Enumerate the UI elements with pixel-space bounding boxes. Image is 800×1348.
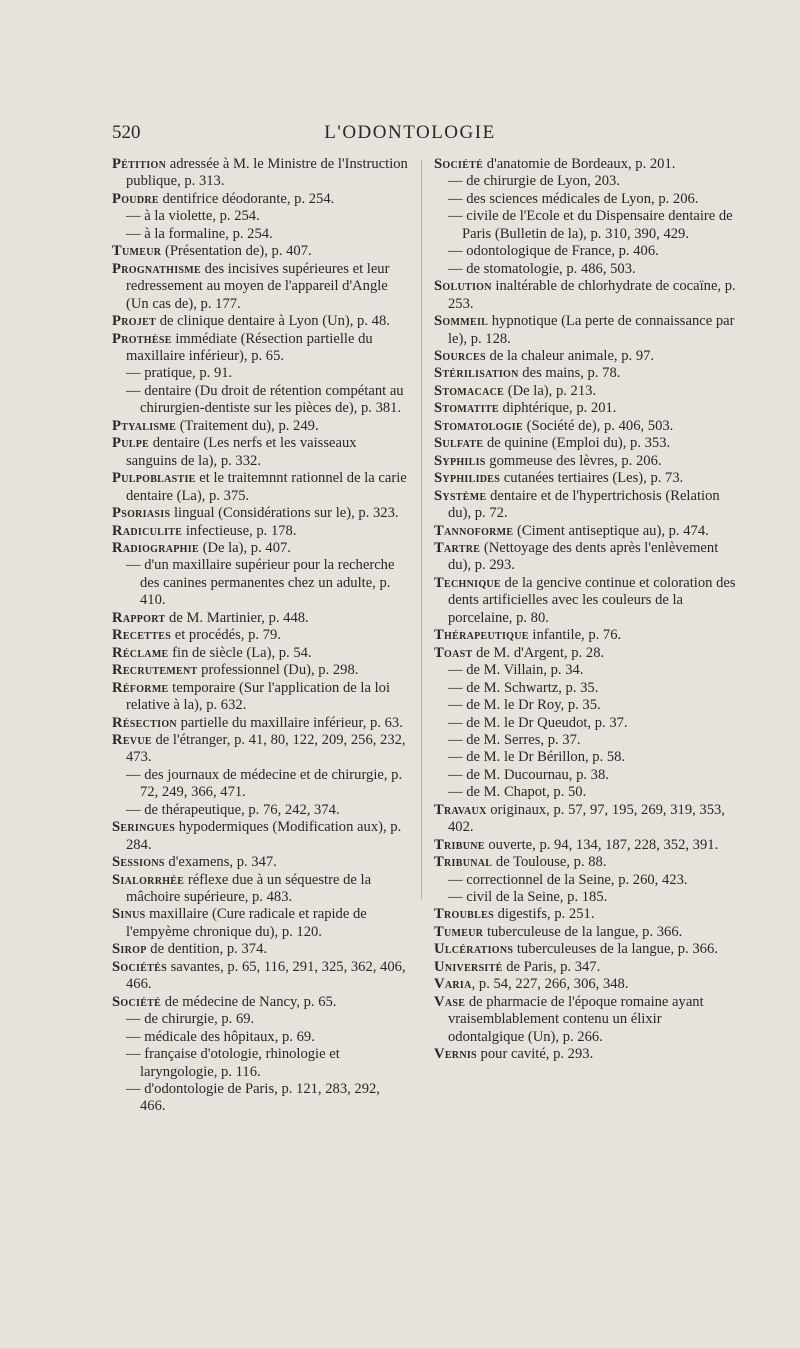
- index-entry-heading: Thérapeutique: [434, 627, 529, 644]
- index-entry: [112, 331, 408, 366]
- index-entry: [112, 941, 408, 958]
- index-entry-heading: Stomatite: [434, 400, 499, 417]
- index-entry-heading: Réforme: [112, 679, 169, 696]
- index-entry-text: de dentition, p. 374.: [146, 941, 268, 958]
- index-entry-text: immédiate (Résection partielle du maxillaire inférieur), p. 65.: [126, 330, 373, 364]
- index-entry: [112, 645, 408, 662]
- index-entry-heading: Sociétés: [112, 958, 167, 975]
- index-entry-heading: Vernis: [434, 1046, 477, 1063]
- index-entry-text: de quinine (Emploi du), p. 353.: [483, 435, 671, 452]
- index-entry-heading: Varia: [434, 976, 472, 993]
- index-entry: [434, 715, 736, 732]
- index-entry-text: savantes, p. 65, 116, 291, 325, 362, 406, 466.: [126, 958, 406, 993]
- index-entry: [112, 802, 408, 819]
- index-entry: [434, 872, 736, 889]
- index-entry: [434, 540, 736, 575]
- index-entry-text: (Traitement du), p. 249.: [176, 417, 319, 434]
- index-entry-text: tuberculeuses de la langue, p. 366.: [513, 941, 718, 958]
- index-entry-text: — dentaire (Du droit de rétention compétant au chirurgien-dentiste sur les pièces de), p. 381.: [126, 382, 404, 417]
- index-entry-text: de la gencive continue et coloration des dents artificielles avec les couleurs de la porcelaine, p. 80.: [448, 574, 736, 626]
- index-entry-heading: Recrutement: [112, 662, 198, 679]
- index-entry: [112, 662, 408, 679]
- index-entry: [112, 156, 408, 191]
- index-entry: [112, 191, 408, 208]
- index-entry-heading: Syphilides: [434, 470, 501, 487]
- index-entry-text: partielle du maxillaire inférieur, p. 63.: [176, 714, 403, 731]
- index-entry: [112, 226, 408, 243]
- index-entry: [112, 872, 408, 907]
- index-entry: [434, 767, 736, 784]
- index-entry: [434, 976, 736, 993]
- index-entry: [112, 767, 408, 802]
- index-entry-text: maxillaire (Cure radicale et rapide de l'empyème chronique du), p. 120.: [126, 906, 367, 940]
- index-entry-heading: Pétition: [112, 156, 167, 172]
- index-entry-text: et procédés, p. 79.: [171, 627, 281, 644]
- index-entry-text: — de stomatologie, p. 486, 503.: [448, 260, 636, 277]
- index-entry: [434, 732, 736, 749]
- index-entry: [434, 837, 736, 854]
- index-entry-text: — des sciences médicales de Lyon, p. 206.: [448, 190, 699, 207]
- index-entry-text: — de M. Chapot, p. 50.: [448, 784, 587, 801]
- index-entry-heading: Tribune: [434, 836, 485, 853]
- index-entry-text: — d'odontologie de Paris, p. 121, 283, 292, 466.: [126, 1081, 380, 1115]
- index-entry-text: — française d'otologie, rhinologie et laryngologie, p. 116.: [126, 1046, 340, 1080]
- index-entry-text: diphtérique, p. 201.: [498, 400, 617, 417]
- index-entry-heading: Rapport: [112, 609, 166, 626]
- running-title: L'ODONTOLOGIE: [324, 122, 496, 143]
- index-entry-text: de clinique dentaire à Lyon (Un), p. 48.: [156, 313, 390, 330]
- index-entry: [434, 959, 736, 976]
- index-entry-text: — de chirurgie de Lyon, 203.: [448, 173, 620, 190]
- index-entry-text: des incisives supérieures et leur redressement au moyen de l'appareil d'Angle (Un cas de), p. 177.: [126, 260, 390, 312]
- index-entry: [112, 470, 408, 505]
- index-entry-text: de la chaleur animale, p. 97.: [485, 347, 655, 364]
- index-entry: [112, 208, 408, 225]
- index-entry-text: — de M. Villain, p. 34.: [448, 662, 584, 679]
- index-entry-text: hypnotique (La perte de connaissance par le), p. 128.: [448, 313, 735, 347]
- index-entry: [434, 749, 736, 766]
- index-entry-text: ouverte, p. 94, 134, 187, 228, 352, 391.: [484, 836, 719, 853]
- index-column-left: [112, 156, 408, 1116]
- index-entry: [434, 173, 736, 190]
- index-entry: [112, 1081, 408, 1116]
- index-entry: [112, 1046, 408, 1081]
- index-entry: [112, 627, 408, 644]
- index-entry: [434, 488, 736, 523]
- index-entry-heading: Résection: [112, 714, 177, 731]
- index-entry-text: digestifs, p. 251.: [493, 906, 595, 923]
- index-entry-text: — correctionnel de la Seine, p. 260, 423.: [448, 871, 688, 888]
- index-entry-text: originaux, p. 57, 97, 195, 269, 319, 353, 402.: [448, 801, 725, 836]
- index-entry: [434, 470, 736, 487]
- index-entry-text: — médicale des hôpitaux, p. 69.: [126, 1028, 315, 1045]
- index-entry: [434, 575, 736, 627]
- index-entry-text: de Toulouse, p. 88.: [492, 854, 607, 871]
- index-entry-heading: Radiographie: [112, 539, 199, 556]
- index-entry-heading: Sommeil: [434, 313, 489, 330]
- index-entry: [112, 557, 408, 609]
- index-entry-heading: Prothèse: [112, 330, 172, 347]
- index-entry-heading: Tannoforme: [434, 522, 514, 539]
- index-entry-heading: Ptyalisme: [112, 417, 177, 434]
- index-entry-text: lingual (Considérations sur le), p. 323.: [170, 505, 399, 522]
- index-entry: [112, 1029, 408, 1046]
- index-entry-heading: Stérilisation: [434, 365, 519, 382]
- index-entry-text: — de M. Serres, p. 37.: [448, 731, 581, 748]
- index-entry-text: professionnel (Du), p. 298.: [197, 662, 359, 679]
- index-entry: [434, 243, 736, 260]
- index-entry-text: infectieuse, p. 178.: [182, 522, 297, 539]
- index-entry: [434, 418, 736, 435]
- index-entry-text: et le traitemnnt rationnel de la carie dentaire (La), p. 375.: [126, 470, 407, 504]
- index-entry-text: de M. d'Argent, p. 28.: [472, 644, 605, 661]
- index-entry-text: — pratique, p. 91.: [126, 365, 233, 382]
- index-entry: [112, 680, 408, 715]
- index-entry-text: — de M. le Dr Queudot, p. 37.: [448, 714, 628, 731]
- index-entry-heading: Sulfate: [434, 435, 484, 452]
- index-entry-text: (Société de), p. 406, 503.: [522, 417, 674, 434]
- index-entry: [434, 208, 736, 243]
- index-entry-heading: Prognathisme: [112, 260, 202, 277]
- index-entry: [112, 243, 408, 260]
- index-entry: [112, 854, 408, 871]
- index-entry-heading: Troubles: [434, 906, 494, 923]
- index-entry: [434, 802, 736, 837]
- index-entry: [434, 383, 736, 400]
- index-entry-text: de médecine de Nancy, p. 65.: [161, 993, 337, 1010]
- index-entry-text: inaltérable de chlorhydrate de cocaïne, p. 253.: [448, 278, 736, 312]
- index-entry: [112, 523, 408, 540]
- index-entry-heading: Pulpe: [112, 435, 150, 452]
- page-number: 520: [112, 122, 141, 143]
- index-entry-text: de M. Martinier, p. 448.: [165, 609, 309, 626]
- index-entry: [112, 994, 408, 1011]
- index-entry-text: , p. 54, 227, 266, 306, 348.: [471, 976, 629, 993]
- index-entry-heading: Radiculite: [112, 522, 183, 539]
- page-header: [112, 118, 708, 152]
- index-entry: [112, 732, 408, 767]
- index-entry: [434, 191, 736, 208]
- index-entry-text: de pharmacie de l'époque romaine ayant vraisemblablement contenu un élixir odontalgique (Un), p. 266.: [448, 993, 704, 1045]
- index-entry-text: fin de siècle (La), p. 54.: [168, 644, 312, 661]
- index-entry-heading: Poudre: [112, 190, 159, 207]
- index-entry: [434, 889, 736, 906]
- index-entry: [112, 1011, 408, 1028]
- index-entry-heading: Toast: [434, 644, 473, 661]
- index-entry: [112, 715, 408, 732]
- index-entry-text: d'anatomie de Bordeaux, p. 201.: [483, 156, 676, 172]
- index-entry: [434, 784, 736, 801]
- index-entry: [434, 680, 736, 697]
- index-entry-text: infantile, p. 76.: [528, 627, 622, 644]
- index-entry-text: pour cavité, p. 293.: [476, 1046, 594, 1063]
- index-entry: [112, 819, 408, 854]
- index-entry: [434, 627, 736, 644]
- index-entry-text: tuberculeuse de la langue, p. 366.: [483, 923, 683, 940]
- index-entry: [112, 383, 408, 418]
- index-entry-text: — de M. Schwartz, p. 35.: [448, 679, 599, 696]
- index-entry: [112, 313, 408, 330]
- index-entry-heading: Technique: [434, 574, 501, 591]
- index-entry-heading: Sirop: [112, 941, 147, 958]
- index-entry-text: — des journaux de médecine et de chirurgie, p. 72, 249, 366, 471.: [126, 766, 403, 801]
- index-entry: [434, 278, 736, 313]
- index-entry-heading: Revue: [112, 731, 152, 748]
- index-entry-heading: Projet: [112, 313, 157, 330]
- index-entry: [434, 435, 736, 452]
- index-entry: [434, 453, 736, 470]
- index-entry-text: (Ciment antiseptique au), p. 474.: [513, 522, 709, 539]
- index-entry-heading: Société: [434, 156, 484, 172]
- index-entry: [434, 994, 736, 1046]
- index-entry-heading: Ulcérations: [434, 941, 514, 958]
- index-entry: [434, 400, 736, 417]
- index-entry-text: hypodermiques (Modification aux), p. 284.: [126, 819, 402, 853]
- index-entry-text: cutanées tertiaires (Les), p. 73.: [500, 470, 684, 487]
- index-entry-heading: Solution: [434, 278, 492, 295]
- index-entry-text: — d'un maxillaire supérieur pour la recherche des canines permanentes chez un adulte, p. 410.: [126, 557, 395, 609]
- index-entry-heading: Sinus: [112, 906, 146, 923]
- index-entry-heading: Pulpoblastie: [112, 470, 196, 487]
- index-entry-heading: Tartre: [434, 539, 481, 556]
- index-entry-text: dentaire et de l'hypertrichosis (Relation du), p. 72.: [448, 487, 720, 522]
- index-entry: [112, 959, 408, 994]
- index-entry-text: — civil de la Seine, p. 185.: [448, 889, 608, 906]
- index-entry-heading: Travaux: [434, 801, 487, 818]
- index-entry: [112, 365, 408, 382]
- index-entry-text: (De la), p. 213.: [504, 382, 597, 399]
- index-entry: [112, 435, 408, 470]
- index-entry: [434, 261, 736, 278]
- index-entry-heading: Seringues: [112, 819, 176, 836]
- index-entry: [434, 1046, 736, 1063]
- column-divider: [421, 160, 422, 900]
- index-entry: [112, 540, 408, 557]
- index-entry: [434, 662, 736, 679]
- index-entry-text: — de M. le Dr Roy, p. 35.: [448, 697, 601, 714]
- index-entry-heading: Psoriasis: [112, 505, 171, 522]
- index-entry-text: adressée à M. le Ministre de l'Instruction publique, p. 313.: [126, 156, 408, 190]
- index-entry-text: temporaire (Sur l'application de la loi relative à la), p. 632.: [126, 679, 390, 714]
- index-entry: [434, 645, 736, 662]
- index-entry-text: — de M. Ducournau, p. 38.: [448, 766, 609, 783]
- index-entry: [434, 924, 736, 941]
- index-entry-heading: Système: [434, 487, 487, 504]
- index-entry-text: gommeuse des lèvres, p. 206.: [485, 452, 662, 469]
- index-entry: [112, 906, 408, 941]
- index-entry: [434, 523, 736, 540]
- index-entry-text: de Paris, p. 347.: [502, 958, 601, 975]
- index-entry-text: de l'étranger, p. 41, 80, 122, 209, 256, 232, 473.: [126, 731, 406, 766]
- index-entry-heading: Stomacace: [434, 382, 505, 399]
- index-entry-heading: Université: [434, 958, 503, 975]
- index-entry-text: (Présentation de), p. 407.: [161, 243, 312, 260]
- index-entry-heading: Sessions: [112, 854, 165, 871]
- index-entry: [112, 261, 408, 313]
- index-entry-heading: Tumeur: [434, 923, 484, 940]
- index-entry-heading: Sialorrhée: [112, 871, 185, 888]
- index-entry-heading: Stomatologie: [434, 417, 523, 434]
- index-entry-text: — odontologique de France, p. 406.: [448, 243, 659, 260]
- index-entry-text: — à la violette, p. 254.: [126, 208, 260, 225]
- index-entry-text: réflexe due à un séquestre de la mâchoire supérieure, p. 483.: [126, 871, 372, 906]
- index-entry: [434, 854, 736, 871]
- index-entry: [434, 941, 736, 958]
- index-entry-text: — de thérapeutique, p. 76, 242, 374.: [126, 801, 340, 818]
- index-entry-text: (De la), p. 407.: [198, 539, 291, 556]
- index-entry: [434, 348, 736, 365]
- index-entry-text: — à la formaline, p. 254.: [126, 225, 273, 242]
- index-entry-heading: Syphilis: [434, 452, 486, 469]
- index-entry-text: (Nettoyage des dents après l'enlèvement du), p. 293.: [448, 539, 719, 574]
- index-entry: [112, 418, 408, 435]
- index-entry-text: — de chirurgie, p. 69.: [126, 1011, 255, 1028]
- index-entry-heading: Sources: [434, 347, 486, 364]
- index-entry: [112, 610, 408, 627]
- index-entry-heading: Tumeur: [112, 243, 162, 260]
- index-entry: [434, 697, 736, 714]
- index-entry: [434, 156, 736, 173]
- index-entry-text: — civile de l'Ecole et du Dispensaire dentaire de Paris (Bulletin de la), p. 310, 390, 429.: [448, 208, 733, 242]
- index-entry-heading: Tribunal: [434, 854, 493, 871]
- index-column-right: [434, 156, 736, 1064]
- index-entry-heading: Société: [112, 993, 162, 1010]
- index-entry-text: dentaire (Les nerfs et les vaisseaux sanguins de la), p. 332.: [126, 435, 357, 469]
- index-entry: [434, 365, 736, 382]
- index-entry-text: — de M. le Dr Bérillon, p. 58.: [448, 749, 626, 766]
- index-entry-text: des mains, p. 78.: [518, 365, 621, 382]
- index-entry-heading: Réclame: [112, 644, 169, 661]
- index-entry-heading: Recettes: [112, 627, 172, 644]
- index-entry-heading: Vase: [434, 993, 466, 1010]
- index-entry: [434, 906, 736, 923]
- index-entry-text: dentifrice déodorante, p. 254.: [158, 190, 335, 207]
- index-entry-text: d'examens, p. 347.: [164, 854, 277, 871]
- index-entry: [434, 313, 736, 348]
- index-entry: [112, 505, 408, 522]
